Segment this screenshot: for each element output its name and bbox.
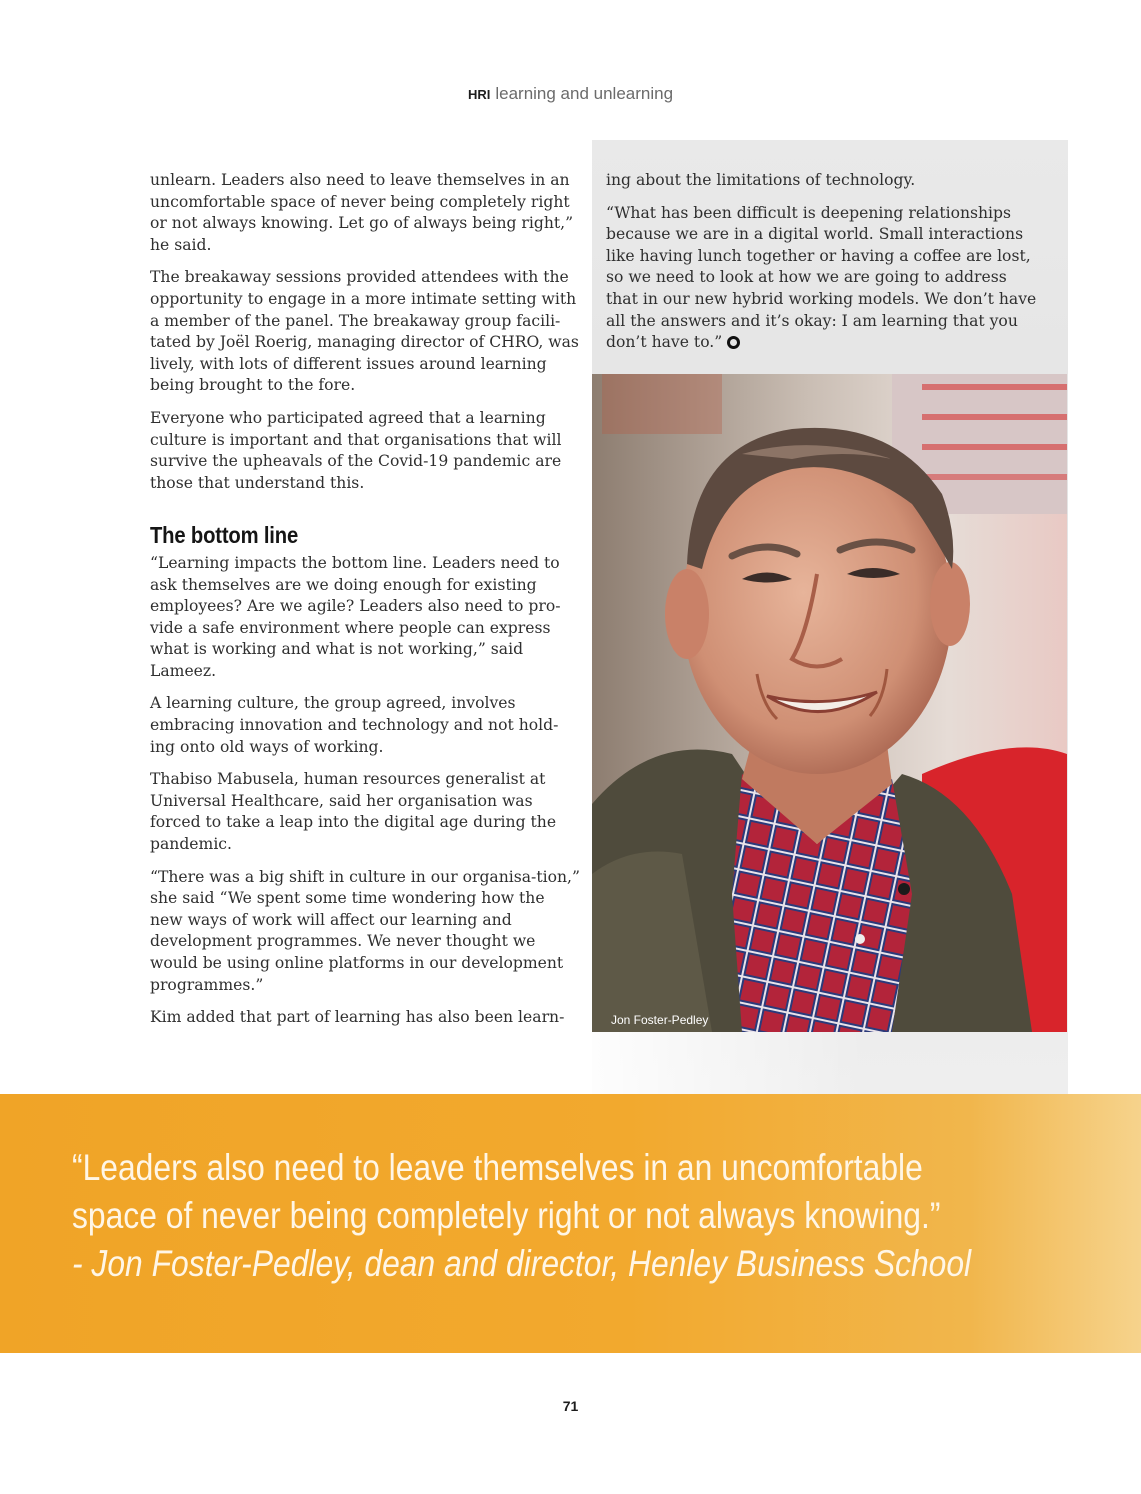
body-paragraph: “Learning impacts the bottom line. Leaders need to ask themselves are we doing enough for existing employees? Are we agile? Leaders also need to pro-vide a safe environment where people can express what is working and what is not working,” said Lameez.	[150, 553, 561, 680]
pull-quote-line: “Leaders also need to leave themselves in an uncomfortable	[72, 1147, 923, 1188]
body-paragraph: A learning culture, the group agreed, involves embracing innovation and technology and not hold-ing onto old ways of working.	[150, 694, 559, 756]
pull-quote-attribution: - Jon Foster-Pedley, dean and director, Henley Business School	[72, 1243, 972, 1284]
portrait-illustration	[592, 374, 1067, 1032]
body-paragraph-final	[606, 203, 1038, 354]
section-subhead: The bottom line	[150, 522, 299, 549]
body-paragraph: Everyone who participated agreed that a learning culture is important and that organisations that will survive the upheavals of the Covid-19 pandemic are those that understand this.	[150, 408, 562, 492]
pull-quote-line: space of never being completely right or not always knowing.”	[72, 1195, 941, 1236]
body-paragraph: “There was a big shift in culture in our organisa-tion,” she said “We spent some time wondering how the new ways of work will affect our learning and development programmes. We never thought we would be using online platforms in our development programmes.”	[150, 867, 580, 994]
pull-quote	[72, 1144, 1104, 1288]
publication-brand: HRI	[467, 87, 491, 102]
left-column	[150, 170, 580, 1040]
photo-caption: Jon Foster-Pedley	[611, 1013, 709, 1027]
body-paragraph: unlearn. Leaders also need to leave themselves in an uncomfortable space of never being completely right or not always knowing. Let go of always being right,” he said.	[150, 171, 574, 254]
section-title: learning and unlearning	[495, 84, 674, 103]
running-head	[0, 84, 1141, 104]
final-quote-text: “What has been difficult is deepening relationships because we are in a digital world. Small interactions like having lunch together or having a coffee are lost, so we need to look at how we are going to address that in our new hybrid working models. We don’t have all the answers and it’s okay: I am learning that you don’t have to.”	[606, 203, 1037, 352]
page-number: 71	[562, 1398, 579, 1414]
panel-fade	[560, 1032, 1068, 1094]
right-column	[606, 170, 1038, 365]
body-paragraph: Thabiso Mabusela, human resources generalist at Universal Healthcare, said her organisation was forced to take a leap into the digital age during the pandemic.	[150, 770, 557, 854]
end-of-article-icon	[727, 336, 740, 349]
body-paragraph: The breakaway sessions provided attendees with the opportunity to engage in a more intimate setting with a member of the panel. The breakaway group facili-tated by Joël Roerig, managing director of CHRO, was lively, with lots of different issues around learning being brought to the fore.	[150, 268, 579, 395]
portrait-photo	[592, 374, 1067, 1032]
body-paragraph: Kim added that part of learning has also been learn-	[150, 1008, 565, 1027]
body-paragraph: ing about the limitations of technology.	[606, 171, 916, 189]
